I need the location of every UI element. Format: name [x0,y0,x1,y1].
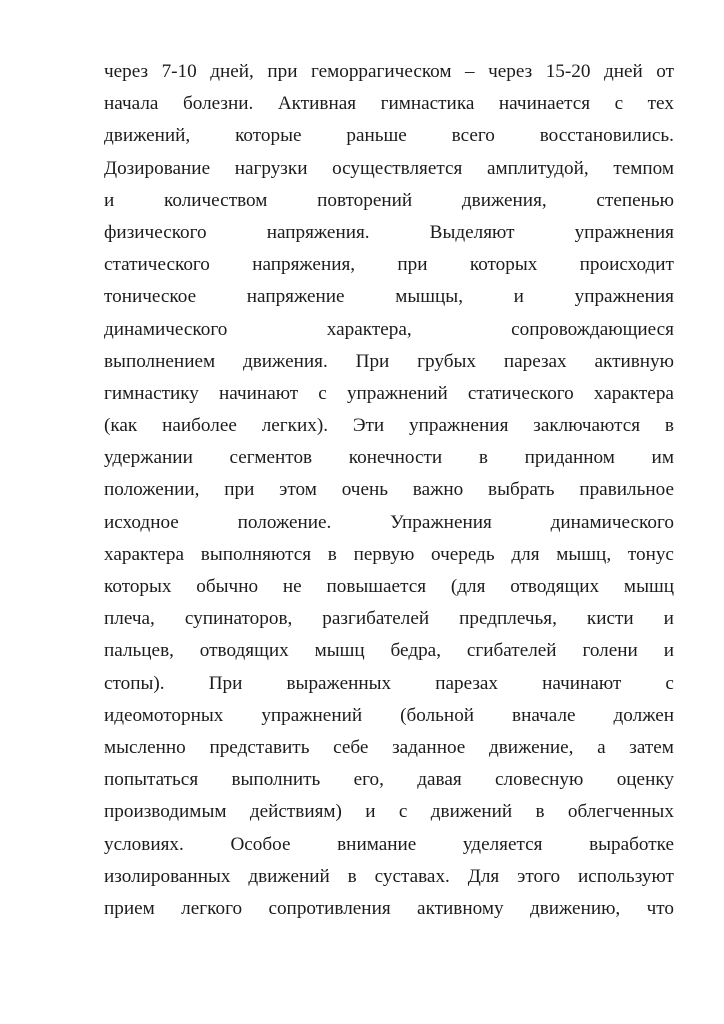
text-line: гимнастику начинают с упражнений статического характера [104,382,674,404]
text-line: через 7-10 дней, при геморрагическом – через 15-20 дней от [104,61,674,82]
text-line: и количеством повторений движения, степенью [104,189,674,211]
text-line: удержании сегментов конечности в приданном им [104,447,674,469]
text-line: условиях. Особое внимание уделяется выработке [104,833,674,855]
text-line: производимым действиям) и с движений в облегченных [104,801,674,823]
text-line: пальцев, отводящих мышц бедра, сгибателей голени и [104,640,674,662]
text-line: плеча, супинаторов, разгибателей предплечья, кисти и [104,608,674,630]
text-line: выполнением движения. При грубых парезах активную [104,350,674,372]
text-line: исходное положение. Упражнения динамического [104,511,674,533]
text-line: физического напряжения. Выделяют упражнения [104,221,674,243]
text-line: мысленно представить себе заданное движение, а затем [104,736,674,758]
text-line: статического напряжения, при которых происходит [104,254,674,276]
text-line: Дозирование нагрузки осуществляется амплитудой, темпом [104,157,674,179]
text-line: движений, которые раньше всего восстановились. [104,125,674,147]
text-line: которых обычно не повышается (для отводящих мышц [104,576,674,597]
text-line: динамического характера, сопровождающиеся [104,318,674,340]
text-line: тоническое напряжение мышцы, и упражнения [104,286,674,308]
text-line: идеомоторных упражнений (больной вначале должен [104,704,674,726]
text-line: характера выполняются в первую очередь для мышц, тонус [104,543,674,565]
text-line: положении, при этом очень важно выбрать правильное [104,479,674,501]
text-line: стопы). При выраженных парезах начинают с [104,672,674,694]
text-line: (как наиболее легких). Эти упражнения заключаются в [104,415,674,437]
text-line: начала болезни. Активная гимнастика начинается с тех [104,93,674,115]
text-line: попытаться выполнить его, давая словесную оценку [104,769,674,791]
text-line: изолированных движений в суставах. Для этого используют [104,865,674,887]
body-text [104,56,674,925]
text-line: прием легкого сопротивления активному движению, что [104,897,674,919]
